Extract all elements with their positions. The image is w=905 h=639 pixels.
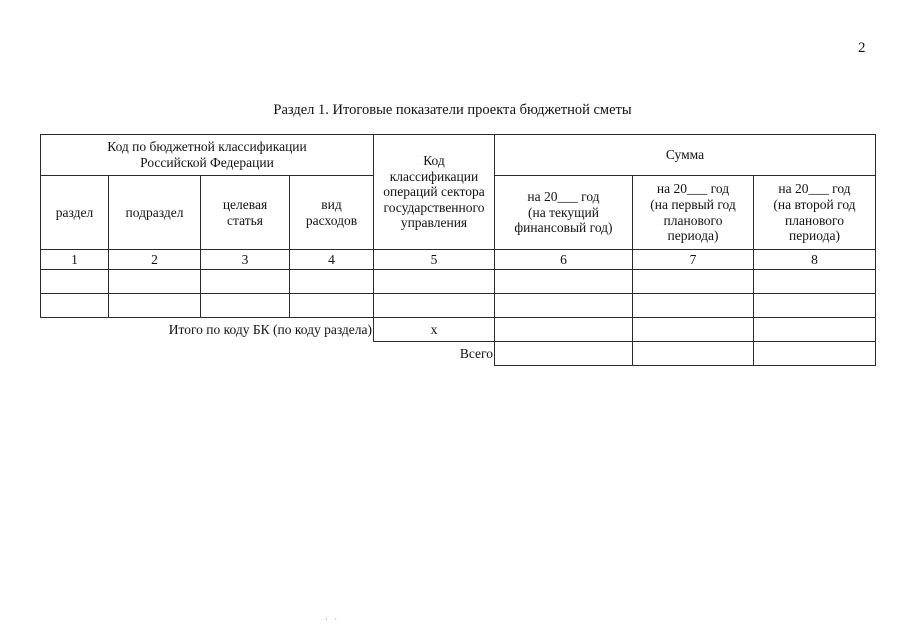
column-number: 5 [373,249,495,270]
column-number: 6 [494,249,633,270]
total-bk-sum-current[interactable] [494,317,633,342]
table-cell[interactable] [40,269,109,294]
header-sum-first: на 20___ год (на первый год планового периода) [632,175,754,250]
header-podrazdel: подраздел [108,175,201,250]
total-bk-sum-second[interactable] [753,317,876,342]
column-number: 2 [108,249,201,270]
grand-total-sum-second[interactable] [753,341,876,366]
table-cell[interactable] [373,269,495,294]
table-cell[interactable] [200,269,290,294]
table-cell[interactable] [753,269,876,294]
table-cell[interactable] [494,269,633,294]
column-number: 7 [632,249,754,270]
table-cell[interactable] [289,269,374,294]
grand-total-sum-current[interactable] [494,341,633,366]
column-number: 8 [753,249,876,270]
table-cell[interactable] [289,293,374,318]
table-cell[interactable] [40,293,109,318]
total-bk-kosgu-cell: х [373,317,495,342]
section-title: Раздел 1. Итоговые показатели проекта бюджетной сметы [273,102,632,118]
column-number: 3 [200,249,290,270]
table-cell[interactable] [632,269,754,294]
column-number: 1 [40,249,109,270]
table-cell[interactable] [753,293,876,318]
table-cell[interactable] [494,293,633,318]
header-vid-raskhodov: вид расходов [289,175,374,250]
header-kosgu: Код классификации операций сектора государственного управления [373,134,495,250]
header-bk-group: Код по бюджетной классификации Российской Федерации [40,134,374,176]
table-cell[interactable] [108,269,201,294]
scan-specks: · · [325,614,340,624]
page-number: 2 [858,40,866,56]
header-razdel: раздел [40,175,109,250]
table-cell[interactable] [200,293,290,318]
total-bk-label: Итого по коду БК (по коду раздела) [168,321,372,337]
grand-total-sum-first[interactable] [632,341,754,366]
total-bk-sum-first[interactable] [632,317,754,342]
table-cell[interactable] [632,293,754,318]
header-sum-group: Сумма [494,134,876,176]
table-cell[interactable] [373,293,495,318]
column-number: 4 [289,249,374,270]
header-sum-current: на 20___ год (на текущий финансовый год) [494,175,633,250]
grand-total-label: Всего [459,345,493,361]
header-tselevaya-statya: целевая статья [200,175,290,250]
header-sum-second: на 20___ год (на второй год планового периода) [753,175,876,250]
table-cell[interactable] [108,293,201,318]
